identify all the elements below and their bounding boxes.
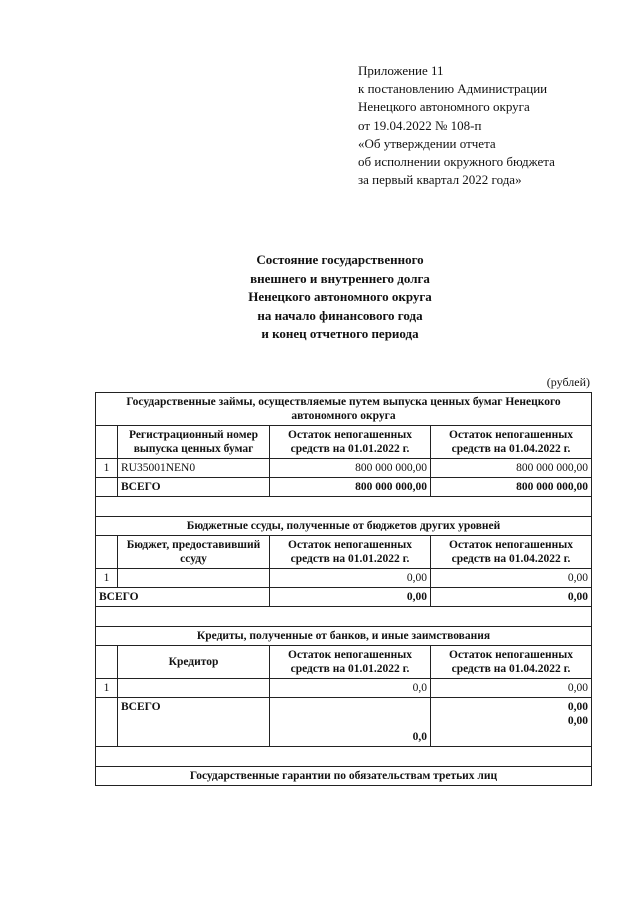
appendix-line: Приложение 11: [358, 63, 444, 78]
row-name: [118, 569, 270, 588]
row-value-start: 800 000 000,00: [270, 459, 431, 478]
col-balance-end: Остаток непогашенных средств на 01.04.2022 г.: [431, 426, 592, 459]
total-row: [96, 588, 592, 607]
appendix-line: Ненецкого автономного округа: [358, 99, 530, 115]
appendix-line: к постановлению Администрации: [358, 81, 548, 97]
appendix-line: «Об утверждении отчета: [358, 135, 496, 151]
col-number: [96, 646, 118, 679]
row-value-start: 0,0: [270, 679, 431, 698]
total-label: ВСЕГО: [118, 478, 270, 497]
row-value-start: 0,00: [270, 569, 431, 588]
spacer-row: [96, 607, 592, 627]
col-number: [96, 536, 118, 569]
spacer-row: [96, 497, 592, 517]
total-value-start: 0,0: [270, 698, 431, 747]
col-balance-start: Остаток непогашенных средств на 01.01.2022 г.: [270, 426, 431, 459]
row-name: RU35001NEN0: [118, 459, 270, 478]
row-number: 1: [96, 459, 118, 478]
empty-cell: [96, 478, 118, 497]
empty-cell: [96, 698, 118, 747]
title-line: на начало финансового года: [257, 307, 423, 323]
table-row: [96, 459, 592, 478]
total-row: [96, 698, 592, 747]
col-number: [96, 426, 118, 459]
row-value-end: 800 000 000,00: [431, 459, 592, 478]
col-reg-number: Регистрационный номер выпуска ценных бумаг: [118, 426, 270, 459]
row-name: [118, 679, 270, 698]
row-value-end: 0,00: [431, 569, 592, 588]
document-title: [150, 251, 530, 344]
total-value-end: 800 000 000,00: [431, 478, 592, 497]
col-balance-start: Остаток непогашенных средств на 01.01.2022 г.: [270, 536, 431, 569]
total-label: ВСЕГО: [118, 698, 270, 747]
col-balance-end: Остаток непогашенных средств на 01.04.2022 г.: [431, 646, 592, 679]
title-line: Ненецкого автономного округа: [248, 289, 432, 304]
col-balance-end: Остаток непогашенных средств на 01.04.2022 г.: [431, 536, 592, 569]
total-value-end-line: 0,00: [567, 701, 589, 713]
appendix-line: за первый квартал 2022 года»: [358, 172, 522, 188]
total-value-start: 800 000 000,00: [270, 478, 431, 497]
title-line: Состояние государственного: [256, 252, 424, 267]
total-value-end: [431, 698, 592, 747]
row-value-end: 0,00: [431, 679, 592, 698]
row-number: 1: [96, 569, 118, 588]
col-budget: Бюджет, предоставивший ссуду: [118, 536, 270, 569]
appendix-line: от 19.04.2022 № 108-п: [358, 117, 482, 133]
spacer-row: [96, 747, 592, 767]
row-number: 1: [96, 679, 118, 698]
col-creditor: Кредитор: [118, 646, 270, 679]
total-label: ВСЕГО: [96, 588, 270, 607]
col-balance-start: Остаток непогашенных средств на 01.01.2022 г.: [270, 646, 431, 679]
unit-label: (рублей): [546, 375, 590, 389]
appendix-header: [358, 62, 555, 189]
section-title-credits: Кредиты, полученные от банков, и иные заимствования: [96, 627, 592, 646]
total-value-end-line: 0,00: [567, 715, 589, 727]
table-row: [96, 569, 592, 588]
section-title-guarantees: Государственные гарантии по обязательствам третьих лиц: [96, 767, 592, 786]
appendix-line: об исполнении окружного бюджета: [358, 154, 555, 170]
table-row: [96, 679, 592, 698]
title-line: внешнего и внутреннего долга: [250, 270, 430, 286]
total-row: [96, 478, 592, 497]
total-value-start: 0,00: [270, 588, 431, 607]
section-title-securities: Государственные займы, осуществляемые путем выпуска ценных бумаг Ненецкого автономного округа: [96, 393, 592, 426]
section-title-budget-loans: Бюджетные ссуды, полученные от бюджетов других уровней: [96, 517, 592, 536]
total-value-end: 0,00: [431, 588, 592, 607]
debt-table: [95, 392, 592, 786]
title-line: и конец отчетного периода: [261, 326, 419, 341]
